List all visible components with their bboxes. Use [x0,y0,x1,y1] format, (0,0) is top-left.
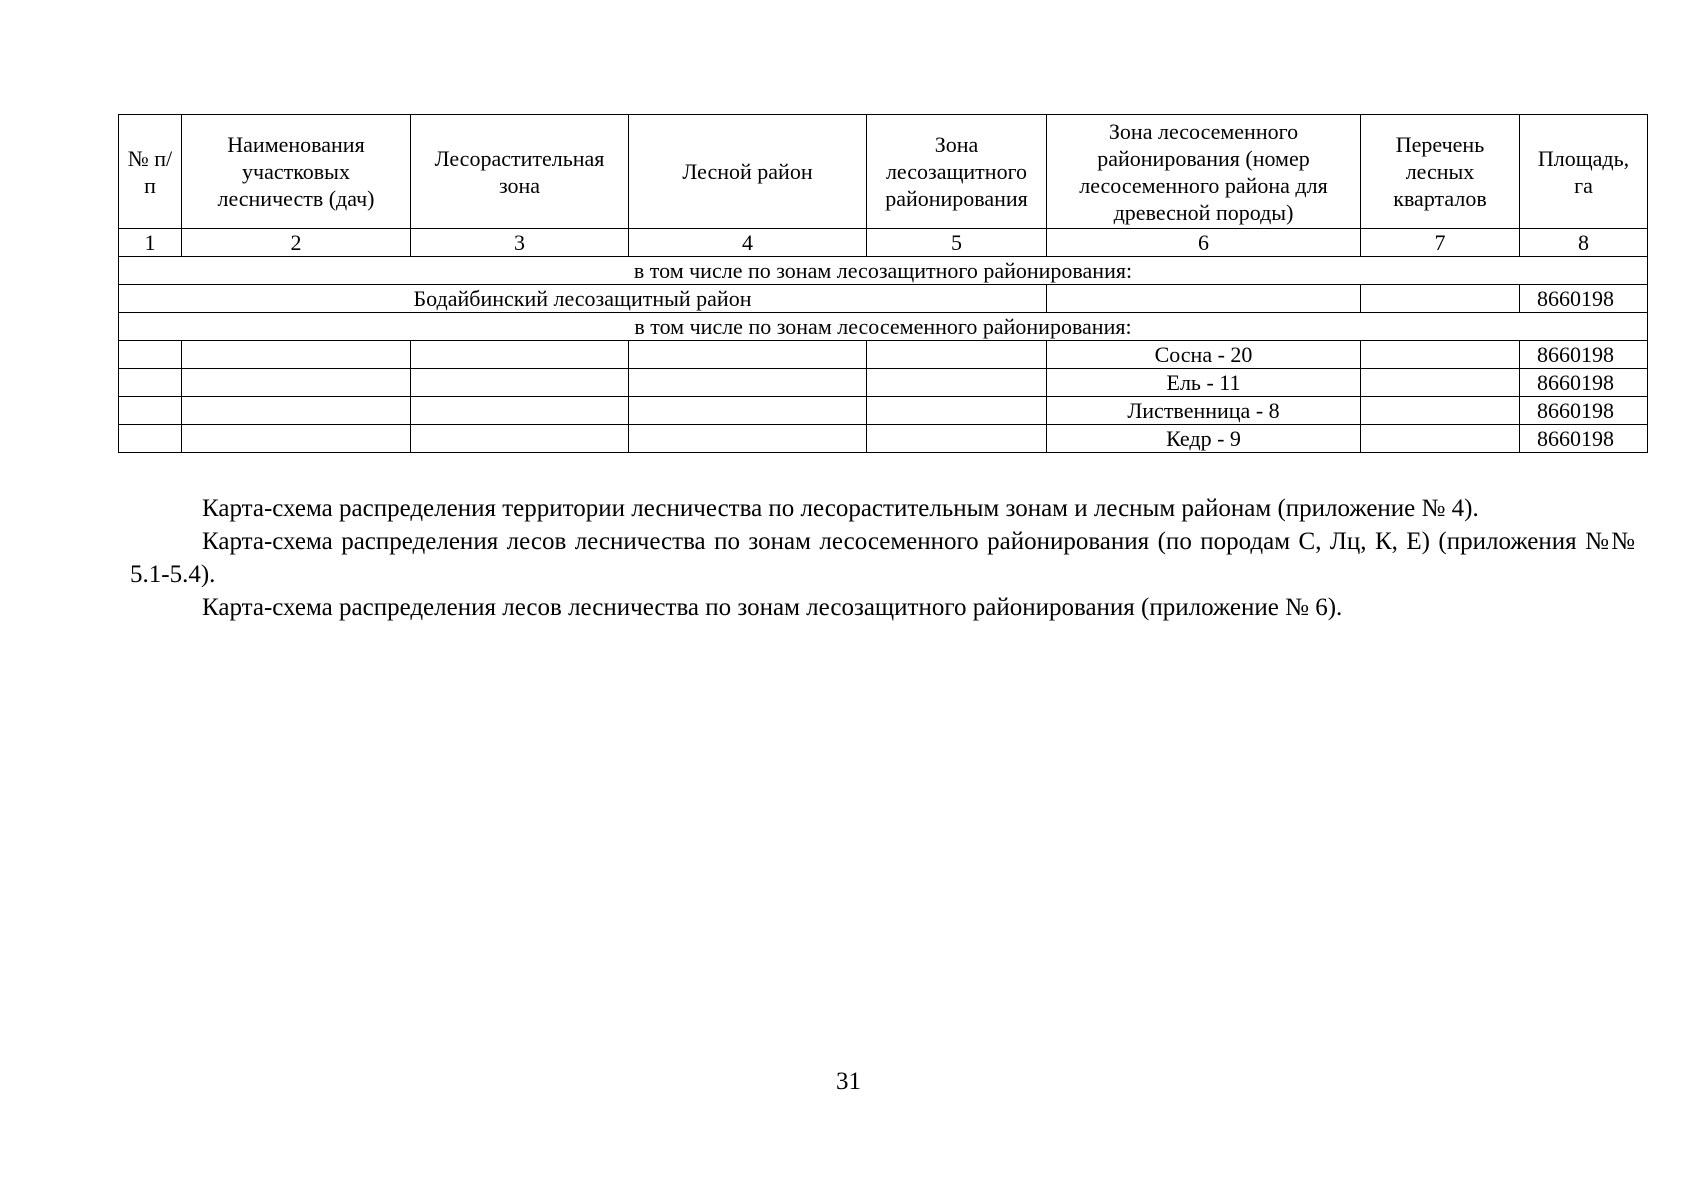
empty-cell [119,397,182,425]
seed-zone-row [119,397,1648,425]
seed-zone-area: 8660198 [1520,425,1648,453]
empty-cell [1047,285,1361,313]
body-text [130,492,1635,624]
header-cell: Лесорастительная зона [411,115,629,229]
empty-cell [629,369,867,397]
table-header-row [119,115,1648,229]
section-heading: в том числе по зонам лесосеменного районирования: [119,313,1648,341]
seed-zone-name: Ель - 11 [1047,369,1361,397]
header-cell: № п/п [119,115,182,229]
paragraph: Карта-схема распределения лесов лесничества по зонам лесозащитного районирования (приложение № 6). [202,594,1343,621]
empty-cell [867,369,1047,397]
section-heading: в том числе по зонам лесозащитного районирования: [119,257,1648,285]
column-number: 4 [629,229,867,257]
empty-cell [182,369,411,397]
empty-cell [411,341,629,369]
seed-zone-name: Лиственница - 8 [1047,397,1361,425]
column-number: 7 [1361,229,1520,257]
column-number: 6 [1047,229,1361,257]
header-cell: Перечень лесных кварталов [1361,115,1520,229]
empty-cell [411,369,629,397]
empty-cell [629,397,867,425]
header-cell: Зона лесосеменного районирования (номер лесосеменного района для древесной породы) [1047,115,1361,229]
empty-cell [119,369,182,397]
empty-cell [867,397,1047,425]
empty-cell [1361,425,1520,453]
empty-cell [119,425,182,453]
protective-district-name: Бодайбинский лесозащитный район [119,285,1047,313]
paragraph: Карта-схема распределения территории лесничества по лесорастительным зонам и лесным районам (приложение № 4). [202,495,1479,522]
forest-zoning-table [118,114,1648,453]
protective-district-row [119,285,1648,313]
empty-cell [182,397,411,425]
seed-zone-row [119,369,1648,397]
section-row-seed [119,313,1648,341]
empty-cell [411,425,629,453]
empty-cell [867,425,1047,453]
section-row-protective [119,257,1648,285]
seed-zone-area: 8660198 [1520,341,1648,369]
header-cell: Наименования участковых лесничеств (дач) [182,115,411,229]
column-number: 2 [182,229,411,257]
empty-cell [1361,285,1520,313]
empty-cell [182,425,411,453]
empty-cell [629,341,867,369]
empty-cell [867,341,1047,369]
empty-cell [1361,341,1520,369]
empty-cell [411,397,629,425]
empty-cell [1361,397,1520,425]
paragraph: Карта-схема распределения лесов лесничества по зонам лесосеменного районирования (по породам С, Лц, К, Е) (приложения №№ 5.1-5.4). [130,528,1635,588]
page-number: 31 [836,1068,861,1095]
seed-zone-area: 8660198 [1520,369,1648,397]
column-number: 1 [119,229,182,257]
empty-cell [629,425,867,453]
seed-zone-area: 8660198 [1520,397,1648,425]
header-cell: Лесной район [629,115,867,229]
seed-zone-name: Кедр - 9 [1047,425,1361,453]
column-number: 5 [867,229,1047,257]
empty-cell [1361,369,1520,397]
empty-cell [119,341,182,369]
header-cell: Зона лесозащитного районирования [867,115,1047,229]
column-number: 3 [411,229,629,257]
seed-zone-row [119,425,1648,453]
empty-cell [182,341,411,369]
header-cell: Площадь, га [1520,115,1648,229]
seed-zone-row [119,341,1648,369]
protective-district-area: 8660198 [1520,285,1648,313]
column-number: 8 [1520,229,1648,257]
column-number-row [119,229,1648,257]
seed-zone-name: Сосна - 20 [1047,341,1361,369]
